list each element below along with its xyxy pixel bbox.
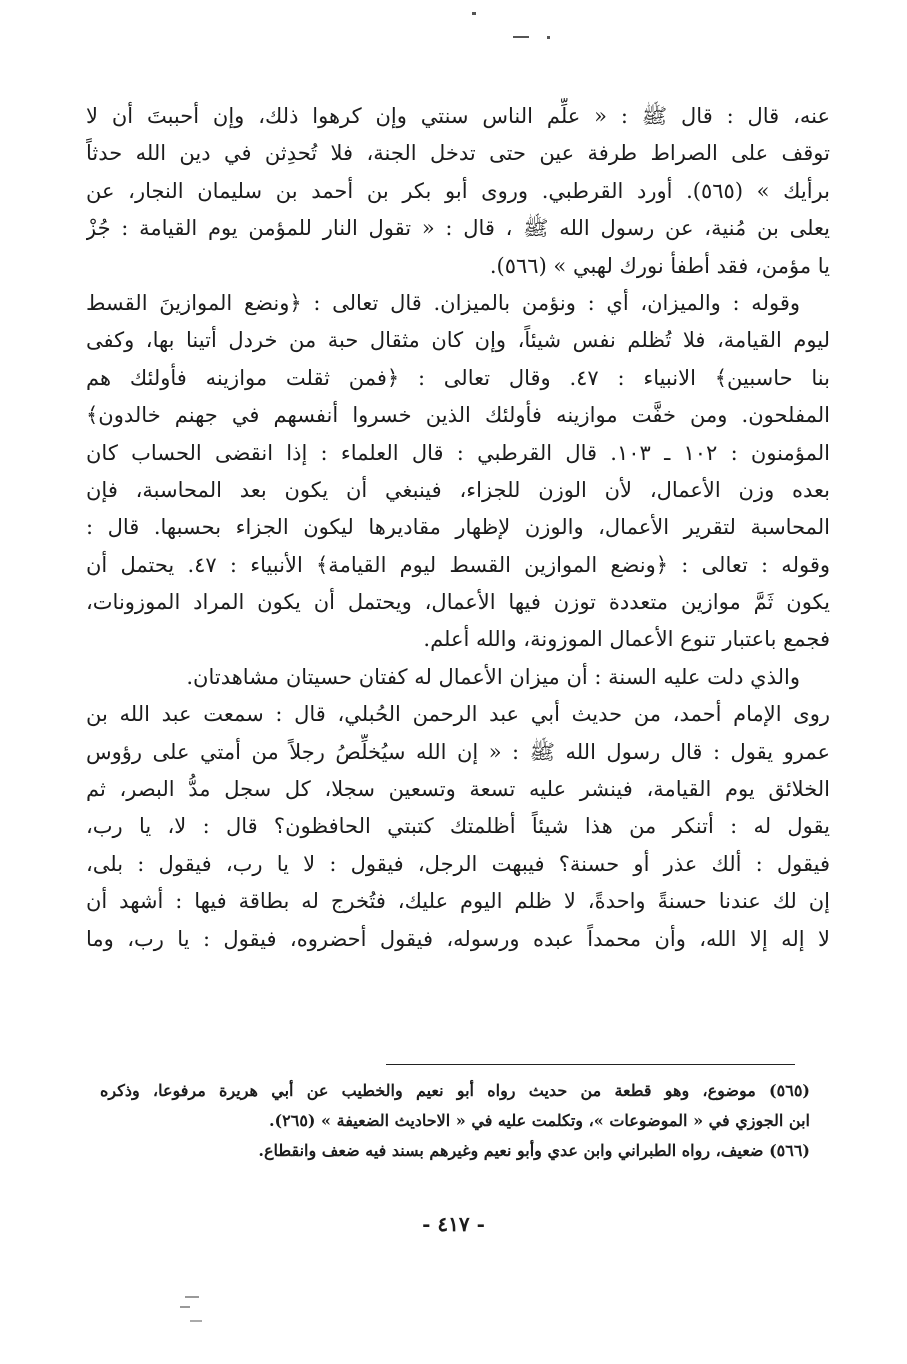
text-line: وقوله : تعالى : ﴿ونضع الموازين القسط ليوم القيامة﴾ الأنبياء : ٤٧. يحتمل أن (86, 552, 830, 577)
text-line: يكون ثَمَّ موازين متعددة توزن فيها الأعمال، ويحتمل أن يكون المراد الموزونات، (86, 590, 830, 615)
footnote-line: ابن الجوزي في « الموضوعات »، وتكلمت عليه في « الاحاديث الضعيفة » (٢٦٥). (268, 1111, 810, 1130)
text-line: عنه، قال : قال ﷺ : « علِّم الناس سنتي وإن كرهوا ذلك، وإن أحببتَ أن لا (86, 104, 830, 128)
footnote-line: (٥٦٥) موضوع، وهو قطعة من حديث رواه أبو نعيم والخطيب عن أبي هريرة مرفوعا، وذكره (100, 1081, 810, 1100)
footnote-divider (386, 1064, 795, 1065)
text-line: المحاسبة لتقرير الأعمال، والوزن لإظهار مقاديرها ليكون الجزاء بحسبها. قال : (86, 515, 830, 540)
text-line: إن لك عندنا حسنةً واحدةً، لا ظلم اليوم عليك، فتُخرج له بطاقة فيها : أشهد أن (86, 889, 830, 914)
scan-speck (185, 1296, 199, 1298)
text-line: برأيك » (٥٦٥). أورد القرطبي. وروى أبو بكر بن أحمد بن سليمان النجار، عن (86, 178, 830, 203)
text-line: روى الإمام أحمد، من حديث أبي عبد الرحمن الحُبلي، قال : سمعت عبد الله بن (86, 702, 830, 727)
footnote-line: (٥٦٦) ضعيف، رواه الطبراني وابن عدي وأبو نعيم وغيرهم بسند فيه ضعف وانقطاع. (258, 1141, 810, 1160)
text-line: والذي دلت عليه السنة : أن ميزان الأعمال له كفتان حسيتان مشاهدتان. (186, 664, 800, 689)
main-text (86, 98, 830, 958)
text-line: يقول له : أتنكر من هذا شيئاً أظلمتك كتبتي الحافظون؟ قال : لا، يا رب، (86, 814, 830, 839)
text-line: توقف على الصراط طرفة عين حتى تدخل الجنة، فلا تُحدِثن في دين الله حدثاً (86, 141, 830, 166)
text-line: يا مؤمن، فقد أطفأ نورك لهبي » (٥٦٦). (489, 253, 830, 278)
scan-speck (547, 36, 550, 39)
text-line: عمرو يقول : قال رسول الله ﷺ : « إن الله سيُخلِّصُ رجلاً من أمتي على رؤوس (86, 739, 830, 764)
scan-speck (513, 36, 529, 38)
scan-speck (180, 1306, 190, 1308)
text-line: فجمع باعتبار تنوع الأعمال الموزونة، والله أعلم. (423, 627, 830, 652)
text-line: بعده وزن الأعمال، لأن الوزن للجزاء، فينبغي أن يكون بعد المحاسبة، فإن (86, 477, 830, 502)
text-line: المفلحون. ومن خفَّت موازينه فأولئك الذين خسروا أنفسهم في جهنم خالدون﴾ (86, 403, 830, 428)
text-line: بنا حاسبين﴾ الانبياء : ٤٧. وقال تعالى : ﴿فمن ثقلت موازينه فأولئك هم (86, 365, 830, 390)
text-line: لا إله إلا الله، وأن محمداً عبده ورسوله، فيقول أحضروه، فيقول : يا رب، وما (86, 926, 830, 951)
text-line: يعلى بن مُنية، عن رسول الله ﷺ ، قال : « تقول النار للمؤمن يوم القيامة : جُزْ (86, 216, 830, 241)
scan-speck (190, 1320, 202, 1322)
footnotes (100, 1076, 810, 1166)
scan-speck (472, 12, 476, 15)
page-number: - ٤١٧ - (422, 1212, 485, 1236)
text-line: فيقول : ألك عذر أو حسنة؟ فيبهت الرجل، فيقول : لا يا رب، فيقول : بلى، (86, 851, 830, 876)
text-line: ليوم القيامة، فلا تُظلم نفس شيئاً، وإن كان مثقال حبة من خردل أتينا بها، وكفى (86, 328, 830, 353)
text-line: المؤمنون : ١٠٢ ـ ١٠٣. قال القرطبي : قال العلماء : إذا انقضى الحساب كان (86, 440, 830, 465)
text-line: وقوله : والميزان، أي : ونؤمن بالميزان. قال تعالى : ﴿ونضع الموازينَ القسط (86, 290, 800, 315)
text-line: الخلائق يوم القيامة، فينشر عليه تسعة وتسعين سجلا، كل سجل مدُّ البصر، ثم (86, 777, 830, 802)
